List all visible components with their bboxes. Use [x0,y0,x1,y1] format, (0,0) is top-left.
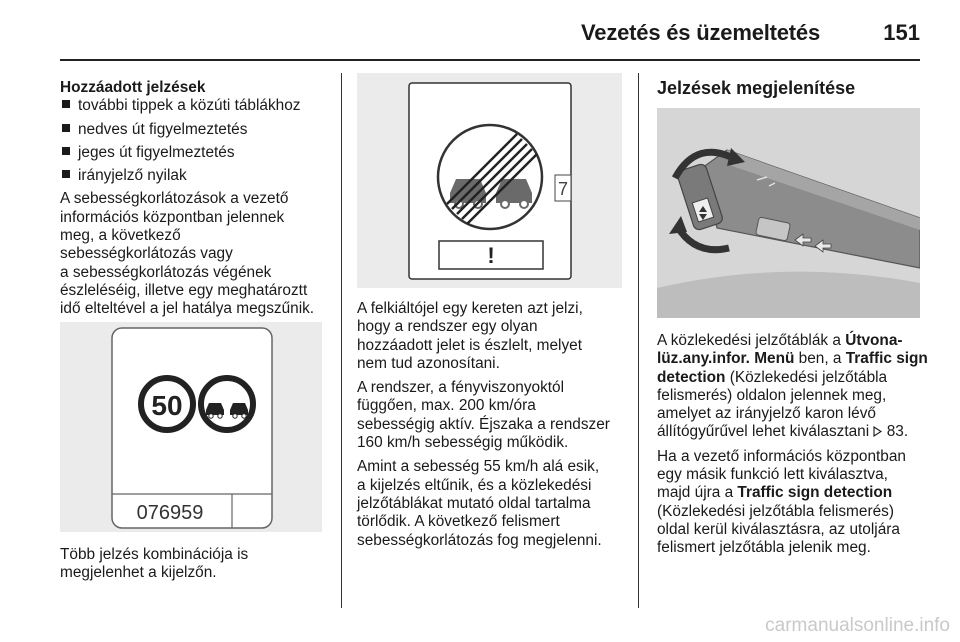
watermark: carmanualsonline.info [765,615,950,636]
turn-signal-lever-figure [657,108,920,318]
menu-ref-bold: Traffic sign detection [737,484,893,502]
exclamation-paragraph: A felkiáltójel egy kereten azt jelzi, hogy a rendszer egy olyan hozzáadott jelet is észlelt, melyet nem tud azonosítani. [357,300,583,372]
image-code: 076959 [136,502,204,524]
speed-limit-sign-icon [141,378,193,430]
exclamation-mark-icon: ! [487,243,495,268]
col3-text [657,332,932,564]
column-divider-left [341,73,342,608]
col1-text [60,79,335,325]
list-item [60,97,335,115]
end-of-no-overtaking-figure [357,73,622,288]
speed-value: 50 [151,390,183,421]
figure-caption: Több jelzés kombinációja is megjelenhet a kijelzőn. [60,546,249,582]
speed-range-paragraph: A rendszer, a fényviszonyoktól függően, max. 200 km/óra sebességig aktív. Éjszaka a rendszer 160 km/h sebességig működik. [357,379,610,452]
bullet-square-icon [62,100,70,108]
menu-ref-bold: detection [657,368,726,386]
side-number: 7 [557,179,569,199]
menu-ref-bold: lüz.any.infor. Menü [657,350,795,368]
display-clear-paragraph: Amint a sebesség 55 km/h alá esik, a kijelzés eltűnik, és a közlekedési jelzőtáblákat mutató oldal tartalma törlődik. A következő felismert sebességkorlátozás fog megjelenni. [357,458,602,549]
section-heading: Jelzések megjelenítése [657,78,856,98]
bullet-square-icon [62,170,70,178]
bullet-square-icon [62,147,70,155]
bullet-text: további tippek a közúti táblákhoz [78,97,301,115]
speed-limit-paragraph: A sebességkorlátozások a vezető információs központban jelennek meg, a következő sebességkorlátozás vagy a sebességkorlátozás végének észleléséig, illetve egy meghatároztt idő elteltével a jel hatálya megszűnik. [60,190,315,318]
combined-signs-figure [60,322,322,532]
page-number: 151 [883,20,920,45]
reselect-paragraph: Ha a vezető információs központban egy másik funkció lett kiválasztva, majd újra a Traffic sign detection (Közlekedési jelzőtábla felismerés) oldal kerül kiválasztásra, az utoljára felismert jelzőtábla jelenik meg. [657,447,906,557]
display-frame [112,328,272,528]
menu-ref-bold: Útvona- [845,332,903,349]
bullet-text: jeges út figyelmeztetés [78,143,235,161]
bullet-text: nedves út figyelmeztetés [78,120,248,138]
no-overtaking-sign-icon [201,378,253,430]
col2-text [357,300,632,556]
page-header-title: Vezetés és üzemeltetés [581,20,820,45]
column-divider-right [638,73,639,608]
header-rule [60,59,920,61]
menu-ref-bold: Traffic sign [845,350,928,368]
bullet-square-icon [62,124,70,132]
page-reference[interactable]: 83. [882,423,909,441]
bullet-list [60,97,335,185]
display-signs-paragraph: A közlekedési jelzőtáblák a Útvona- lüz.any.infor. Menü ben, a Traffic sign detection (Közlekedési jelzőtábla felismerés) oldalon jelennek meg, amelyet az irányjelző karon lévő állítógyűrűvel lehet kiválasztani 83. [657,332,928,441]
list-item [60,167,335,185]
end-of-no-overtaking-sign-icon [438,125,542,229]
list-item [60,144,335,162]
bullet-text: irányjelző nyilak [78,167,187,185]
subheading-added-signs: Hozzáadott jelzések [60,79,206,96]
list-item [60,121,335,139]
